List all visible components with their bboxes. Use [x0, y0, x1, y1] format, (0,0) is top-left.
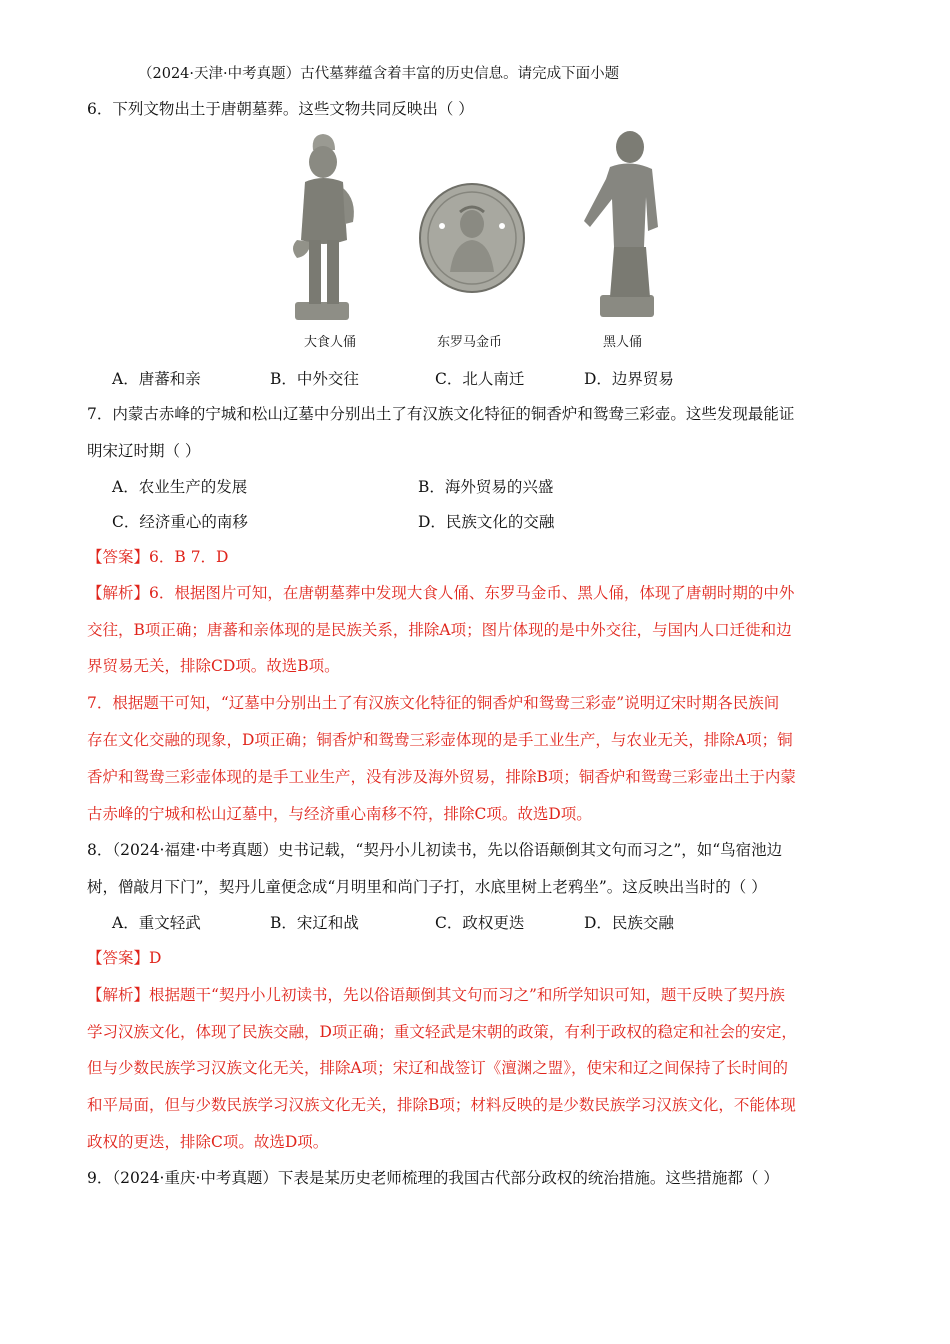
- analysis-tag: 【解析】: [87, 986, 150, 1004]
- q7-option-c[interactable]: C．经济重心的南移: [112, 513, 248, 531]
- q7-stem-line-2: 明宋辽时期（ ）: [87, 442, 201, 460]
- caption-byzantine-coin: 东罗马金币: [437, 335, 503, 350]
- answer-tag: 【答案】: [87, 548, 150, 566]
- answer-block-1: [87, 547, 228, 567]
- intro-text: （2024·天津·中考真题）古代墓葬蕴含着丰富的历史信息。请完成下面小题: [138, 66, 620, 82]
- q7-option-a[interactable]: A．农业生产的发展: [112, 478, 248, 496]
- q8-option-c[interactable]: C．政权更迭: [435, 914, 525, 932]
- q8-option-d[interactable]: D．民族交融: [584, 914, 674, 932]
- q8-stem-line-2: 树，僧敲月下门”，契丹儿童便念成“月明里和尚门子打，水底里树上老鸦坐”。这反映出当时的（ ）: [87, 878, 767, 896]
- answer-block-2: [87, 948, 161, 968]
- q6-option-a[interactable]: A．唐蕃和亲: [112, 370, 201, 388]
- analysis2-line-4: 和平局面，但与少数民族学习汉族文化无关，排除B项；材料反映的是少数民族学习汉族文化，不能体现: [87, 1096, 796, 1114]
- q6-option-c[interactable]: C．北人南迁: [435, 370, 525, 388]
- caption-black-figurine: 黑人俑: [603, 335, 643, 350]
- q6-option-b[interactable]: B．中外交往: [270, 370, 359, 388]
- analysis-line-4: 7．根据题干可知，“辽墓中分别出土了有汉族文化特征的铜香炉和鸳鸯三彩壶”说明辽宋时期各民族间: [87, 694, 780, 712]
- q7-stem-line-1: 7．内蒙古赤峰的宁城和松山辽墓中分别出土了有汉族文化特征的铜香炉和鸳鸯三彩壶。这些发现最能证: [87, 405, 795, 423]
- q7-option-b[interactable]: B．海外贸易的兴盛: [418, 478, 554, 496]
- q9-stem: 9．（2024·重庆·中考真题）下表是某历史老师梳理的我国古代部分政权的统治措施。这些措施都（ ）: [87, 1169, 779, 1187]
- q8-stem-line-1: 8．（2024·福建·中考真题）史书记载，“契丹小儿初读书，先以俗语颠倒其文句而习之”，如“鸟宿池边: [87, 841, 783, 859]
- analysis-line-5: 存在文化交融的现象，D项正确；铜香炉和鸳鸯三彩壶体现的是手工业生产，与农业无关，排除A项；铜: [87, 731, 793, 749]
- analysis-line-1: [87, 583, 794, 603]
- analysis-line-2: 交往，B项正确；唐蕃和亲体现的是民族关系，排除A项；图片体现的是中外交往，与国内人口迁徙和边: [87, 621, 792, 639]
- caption-dashi-figurine: 大食人俑: [304, 335, 357, 350]
- q8-option-b[interactable]: B．宋辽和战: [270, 914, 359, 932]
- analysis2-line-1: [87, 985, 785, 1005]
- q8-option-a[interactable]: A．重文轻武: [112, 914, 201, 932]
- byzantine-gold-coin-image: [418, 182, 526, 294]
- q6-stem: 6．下列文物出土于唐朝墓葬。这些文物共同反映出（ ）: [87, 100, 474, 118]
- analysis-line-3: 界贸易无关，排除CD项。故选B项。: [87, 657, 340, 675]
- analysis2-line-2: 学习汉族文化，体现了民族交融，D项正确；重文轻武是宋朝的政策，有利于政权的稳定和社会的安定，: [87, 1023, 797, 1041]
- analysis-text: 6．根据图片可知，在唐朝墓葬中发现大食人俑、东罗马金币、黑人俑，体现了唐朝时期的中外: [149, 584, 795, 602]
- analysis-line-6: 香炉和鸳鸯三彩壶体现的是手工业生产，没有涉及海外贸易，排除B项；铜香炉和鸳鸯三彩壶出土于内蒙: [87, 768, 796, 786]
- answer-text: D: [149, 949, 162, 967]
- q6-option-d[interactable]: D．边界贸易: [584, 370, 674, 388]
- analysis-tag: 【解析】: [87, 584, 150, 602]
- answer-text: 6．B 7．D: [149, 548, 229, 566]
- analysis2-line-5: 政权的更迭，排除C项。故选D项。: [87, 1133, 329, 1151]
- dashi-figurine-image: [283, 130, 363, 330]
- q7-option-d[interactable]: D．民族文化的交融: [418, 513, 555, 531]
- black-figurine-image: [566, 127, 676, 323]
- analysis-line-7: 古赤峰的宁城和松山辽墓中，与经济重心南移不符，排除C项。故选D项。: [87, 805, 592, 823]
- analysis-text: 根据题干“契丹小儿初读书，先以俗语颠倒其文句而习之”和所学知识可知，题干反映了契丹族: [149, 986, 785, 1004]
- analysis2-line-3: 但与少数民族学习汉族文化无关，排除A项；宋辽和战签订《澶渊之盟》，使宋和辽之间保持了长时间的: [87, 1059, 788, 1077]
- answer-tag: 【答案】: [87, 949, 150, 967]
